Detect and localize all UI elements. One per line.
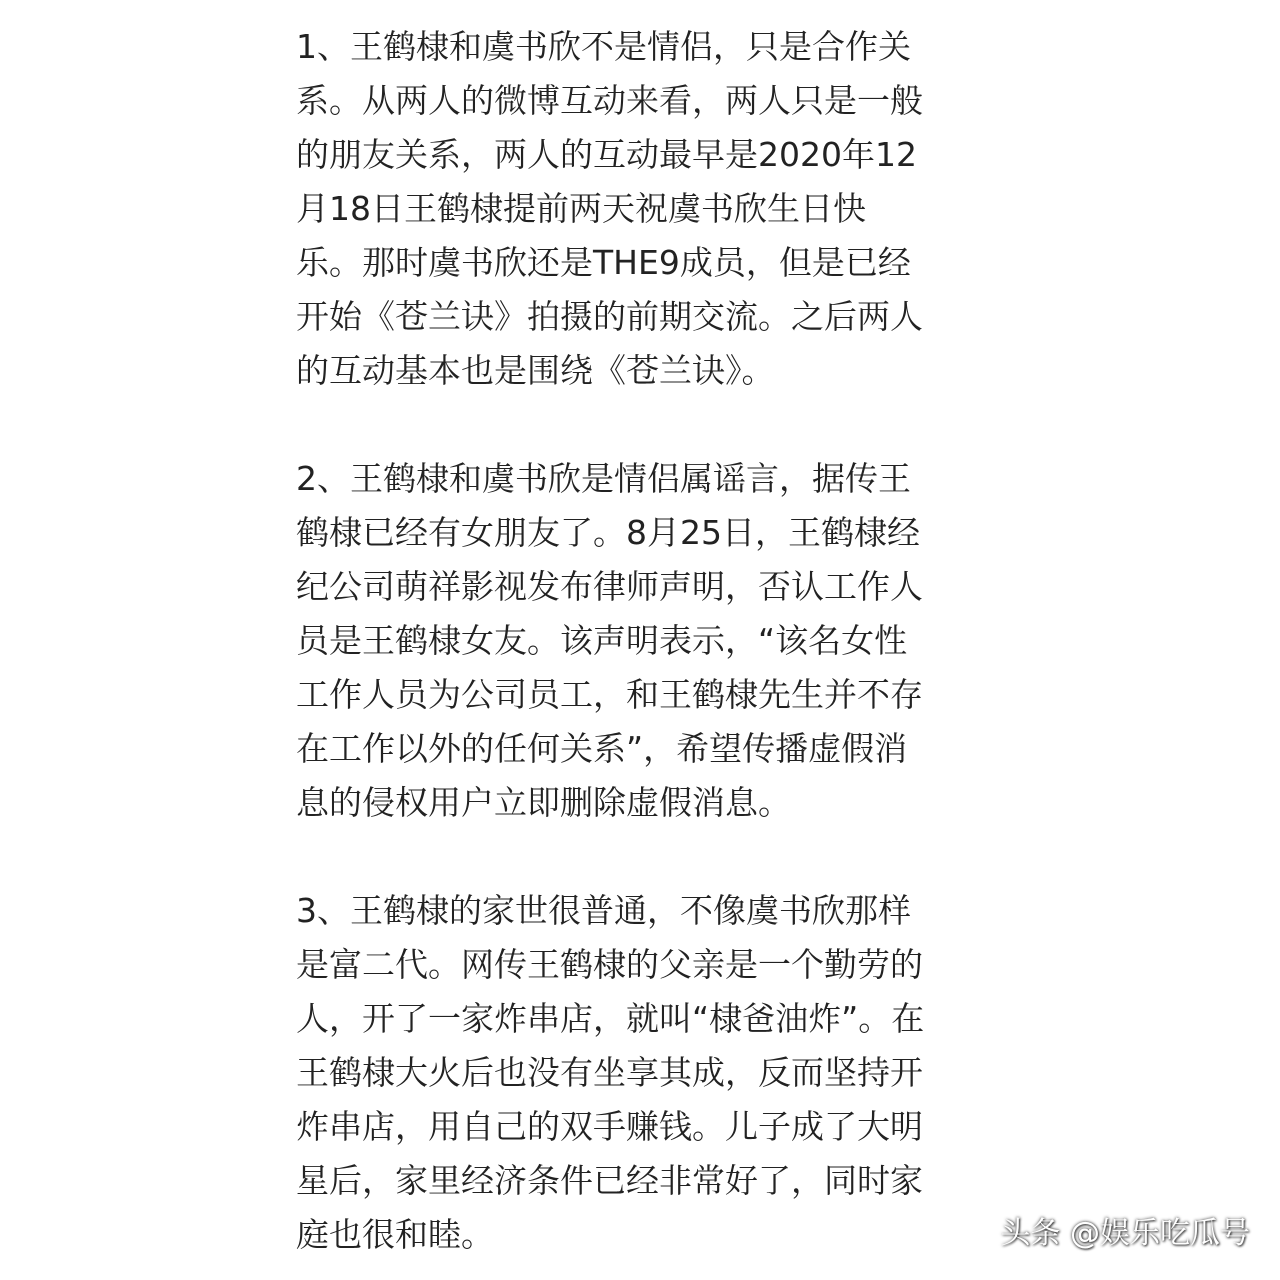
- text-line: 员是王鹤棣女友。该声明表示，“该名女性: [296, 621, 908, 660]
- text-line: 工作人员为公司员工，和王鹤棣先生并不存: [296, 675, 923, 714]
- paragraph-2: [296, 452, 996, 830]
- text-line: 3、王鹤棣的家世很普通，不像虞书欣那样: [296, 891, 911, 930]
- text-line: 人，开了一家炸串店，就叫“棣爸油炸”。在: [296, 999, 925, 1038]
- paragraph-3: [296, 884, 996, 1262]
- watermark-label: 头条 @娱乐吃瓜号: [1000, 1216, 1250, 1251]
- paragraph-spacer: [296, 830, 996, 884]
- text-line: 的朋友关系，两人的互动最早是2020年12: [296, 135, 917, 174]
- text-line: 系。从两人的微博互动来看，两人只是一般: [296, 81, 923, 120]
- paragraph-spacer: [296, 398, 996, 452]
- text-line: 星后，家里经济条件已经非常好了，同时家: [296, 1161, 923, 1200]
- text-line: 的互动基本也是围绕《苍兰诀》。: [296, 351, 775, 390]
- text-line: 是富二代。网传王鹤棣的父亲是一个勤劳的: [296, 945, 923, 984]
- text-line: 月18日王鹤棣提前两天祝虞书欣生日快: [296, 189, 866, 228]
- paragraph-1: [296, 20, 996, 398]
- text-line: 乐。那时虞书欣还是THE9成员，但是已经: [296, 243, 911, 282]
- article-body: [296, 20, 996, 1262]
- text-line: 1、王鹤棣和虞书欣不是情侣，只是合作关: [296, 27, 911, 66]
- text-line: 王鹤棣大火后也没有坐享其成，反而坚持开: [296, 1053, 923, 1092]
- text-line: 息的侵权用户立即删除虚假消息。: [296, 783, 791, 822]
- text-line: 庭也很和睦。: [296, 1215, 494, 1254]
- text-line: 2、王鹤棣和虞书欣是情侣属谣言，据传王: [296, 459, 911, 498]
- text-line: 鹤棣已经有女朋友了。8月25日，王鹤棣经: [296, 513, 920, 552]
- text-line: 开始《苍兰诀》拍摄的前期交流。之后两人: [296, 297, 923, 336]
- text-line: 在工作以外的任何关系”，希望传播虚假消: [296, 729, 908, 768]
- text-line: 纪公司萌祥影视发布律师声明，否认工作人: [296, 567, 923, 606]
- text-line: 炸串店，用自己的双手赚钱。儿子成了大明: [296, 1107, 923, 1146]
